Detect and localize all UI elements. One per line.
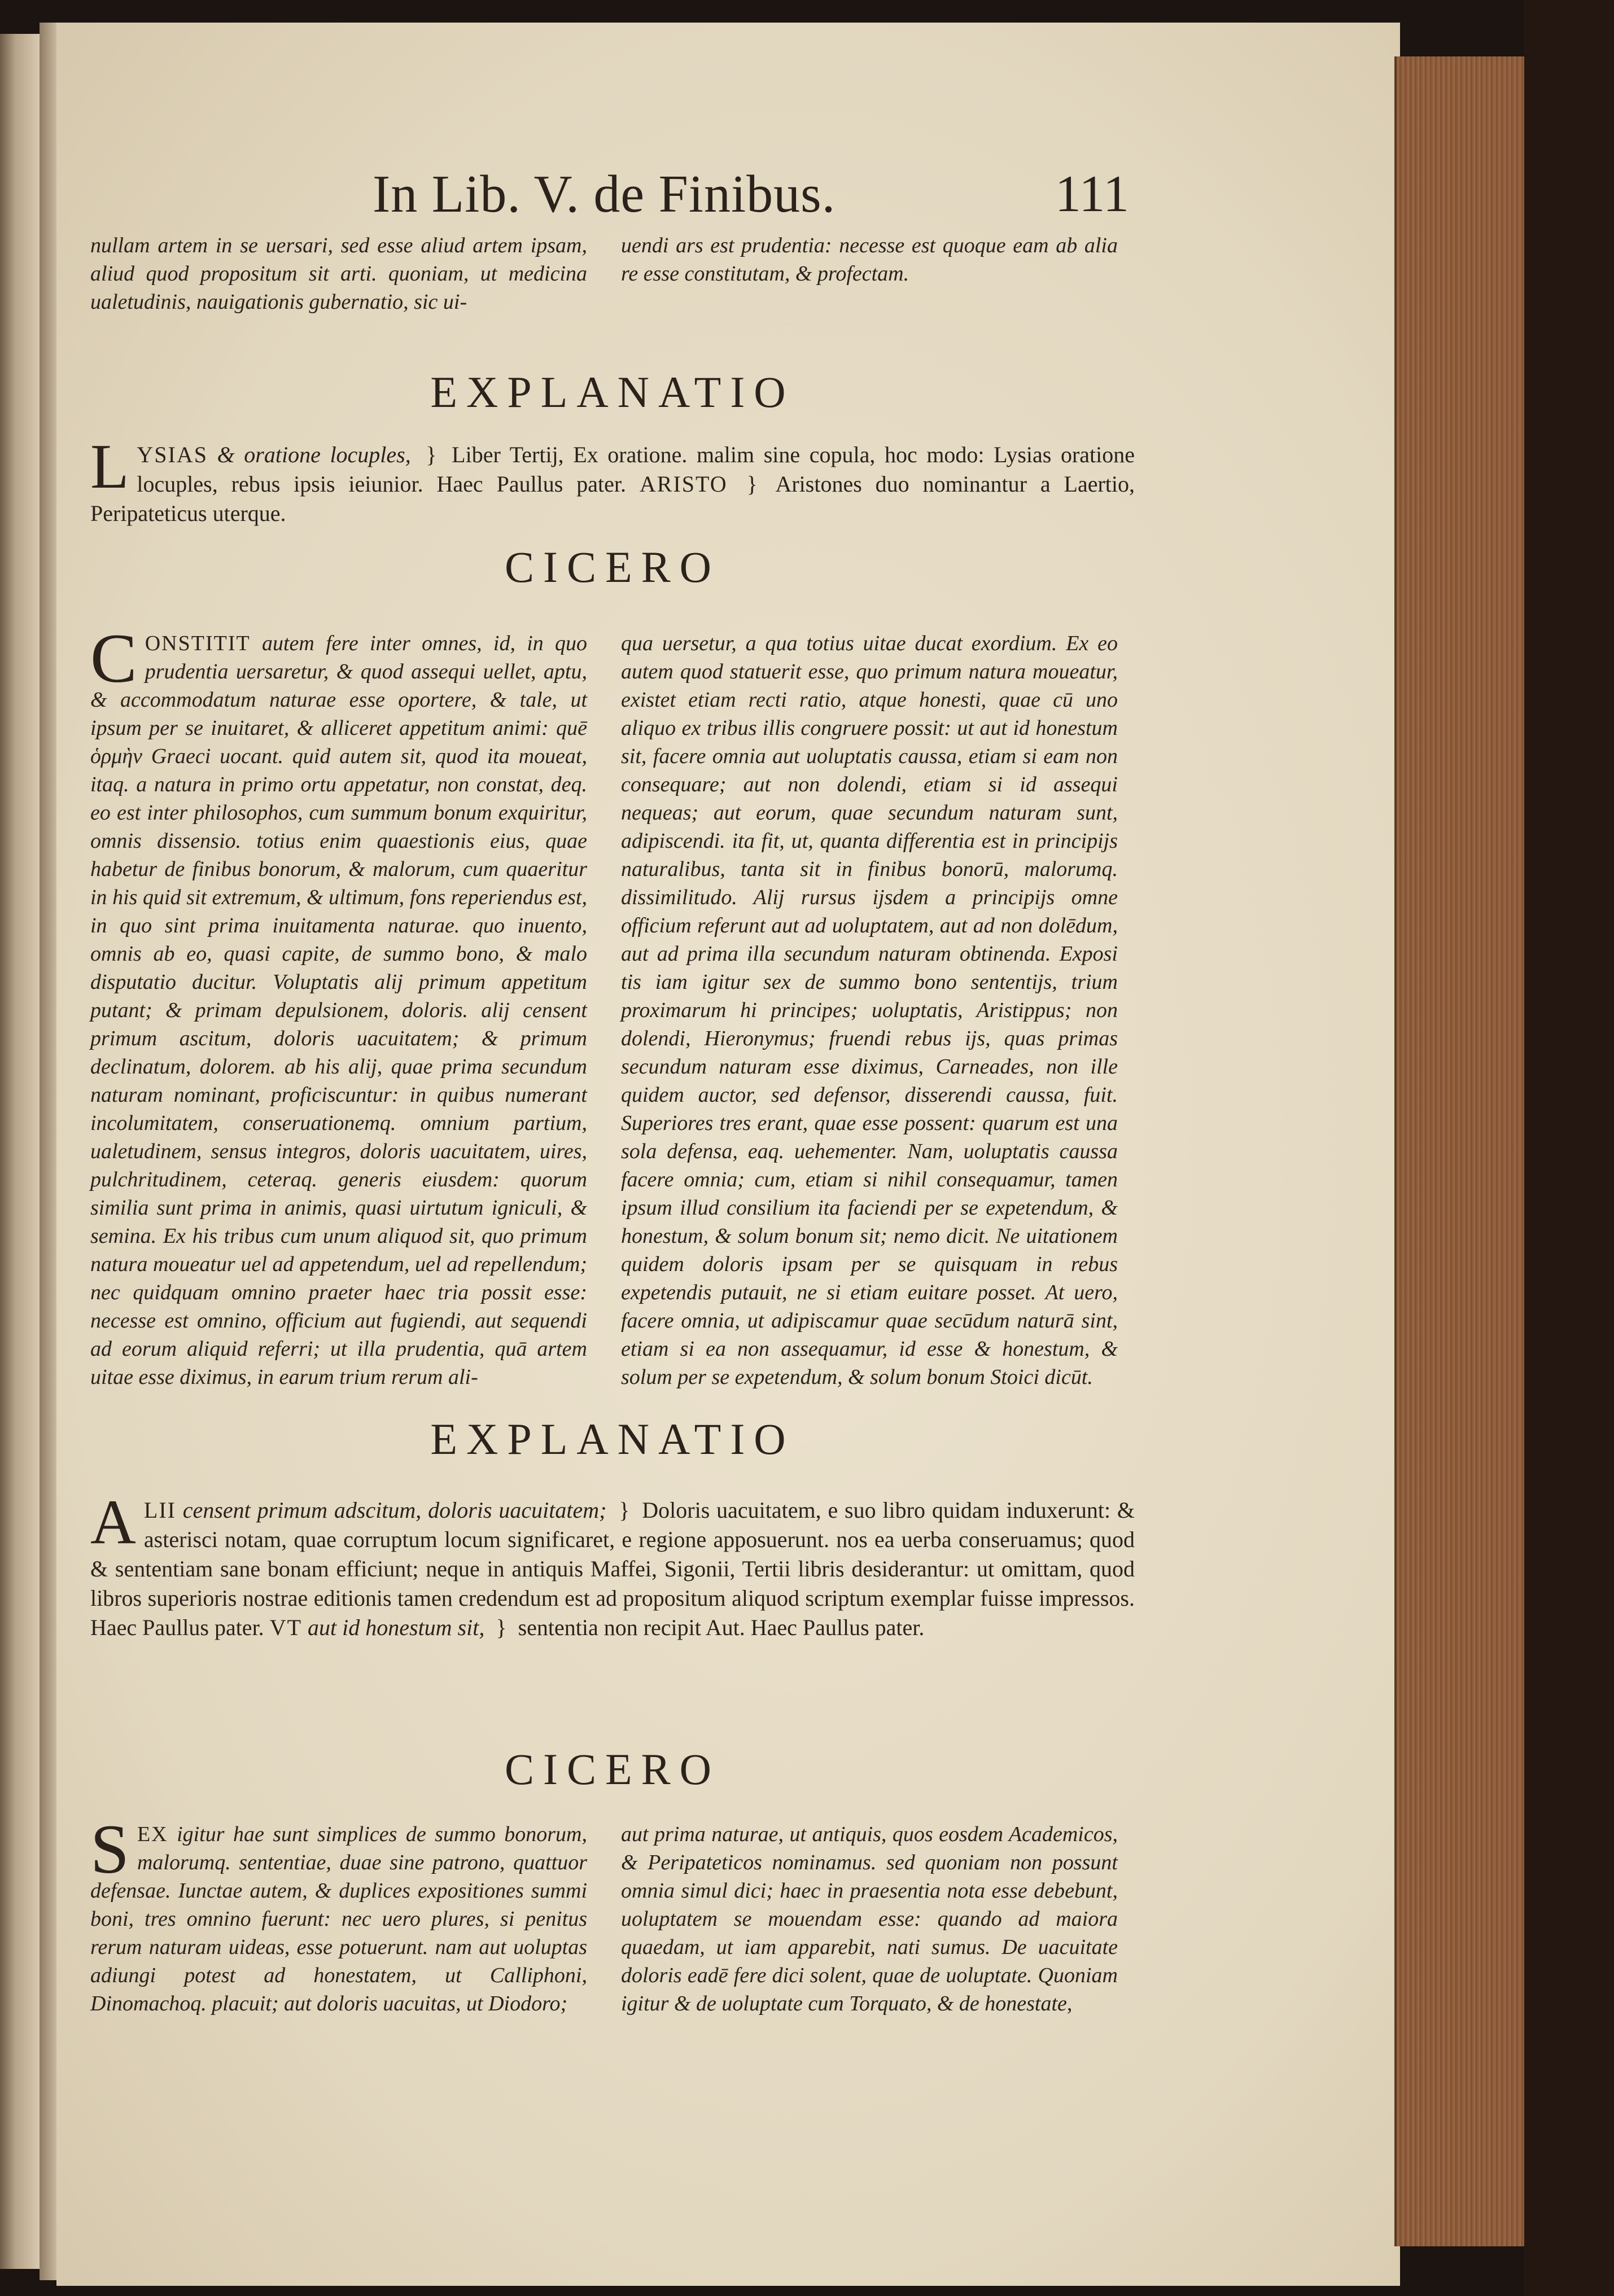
drop-cap: L <box>90 432 129 502</box>
cicero-heading: CICERO <box>504 1745 721 1794</box>
continued-text-right-column: uendi ars est prudentia: necesse est quoque eam ab alia re esse constitutam, & profectam. <box>621 234 1118 286</box>
explanatio-note <box>90 1487 1135 1642</box>
explanatio-heading: EXPLANATIO <box>430 367 795 417</box>
continued-text <box>90 231 1135 316</box>
lemma-brace: } <box>426 442 437 467</box>
lemma-brace: } <box>619 1497 630 1523</box>
cicero-text <box>90 1811 1135 2114</box>
note-text: Liber Tertij, Ex oratione. malim sine copula, hoc modo: Lysias oratione locuples, rebus ipsis ieiunior. Haec Paullus pater. <box>137 442 1135 497</box>
note-text: Doloris uacuitatem, e suo libro quidam induxerunt: & asterisci notam, quae corruptum locum significaret, e regione apposuerunt. nos ea uerba conseruamus; quod & sententiam sane bonam efficiunt; neque in antiquis Maffei, Sigonii, Tertii libris desiderantur: ut omittam, quod libros superioris nostrae editionis tamen credendum est ad propositum aliquod scriptum exemplar fuisse impressos. Haec Paullus pater. <box>90 1497 1135 1640</box>
fore-edge-leaves <box>1394 56 1526 2246</box>
lemma-cap: LII <box>143 1497 176 1523</box>
running-head: In Lib. V. de Finibus. <box>373 165 836 224</box>
lemma: & oratione locuples, <box>208 442 411 467</box>
drop-cap: S <box>90 1811 129 1888</box>
cicero-text <box>90 620 1135 1408</box>
lemma-brace: } <box>496 1615 507 1640</box>
column-text: igitur hae sunt simplices de summo bonorum, malorumq. sententiae, duae sine patrono, quattuor defensae. Iunctae autem, & duplices expositiones summi boni, tres omnino fuerunt: nec uero plures, si penitus rerum naturam uideas, esse potuerunt. nam aut uoluptas adiungi potest ad honestatem, ut Calliphoni, Dinomachoq. placuit; aut doloris uacuitas, ut Diodoro; <box>90 1822 588 2015</box>
book-board <box>1524 0 1614 2296</box>
cicero-left-column <box>90 1811 588 2018</box>
cicero-right-column: aut prima naturae, ut antiquis, quos eosdem Academicos, & Peripateticos nominamus. sed quoniam non possunt omnia simul dici; haec in praesentia nota esse debebunt, uoluptatem se mouendam esse: quando ad maiora quaedam, ut iam apparebit, nati sumus. De uacuitate doloris eadē fere dici solent, quae de uoluptate. Quoniam igitur & de uoluptate cum Torquato, & de honestate, <box>621 1822 1118 2015</box>
lemma: censent primum adscitum, doloris uacuitatem; <box>176 1497 607 1523</box>
cicero-right-column: qua uersetur, a qua totius uitae ducat exordium. Ex eo autem quod statuerit esse, quo primum natura moueatur, existet etiam recti ratio, atque honesti, quae cū uno aliquo ex tribus illis congruere possit: ut aut id honestum sit, facere omnia aut uoluptatis caussa, etiam si eam non consequare; aut non dolendi, etiam si id assequi nequeas; aut eorum, quae secundum naturam sunt, adipiscendi. ita fit, ut, quanta differentia est in principijs naturalibus, tanta sit in finibus bonorū, malorumq. dissimilitudo. Alij rursus ijsdem a principijs omne officium referunt aut ad uoluptatem, aut ad non dolēdum, aut ad prima illa secundum naturam obtinenda. Exposi tis iam igitur sex de summo bono sententijs, trium proximarum hi principes; uoluptatis, Aristippus; non dolendi, Hieronymus; fruendi rebus ijs, quas primas secundum naturam esse diximus, Carneades, non ille quidem auctor, sed defensor, disserendi caussa, fuit. Superiores tres erant, quae esse possent: quarum est una sola defensa, eaq. uehementer. Nam, uoluptatis caussa facere omnia; cum, etiam si nihil consequamur, tamen ipsum illud consilium ita faciendi per se expetendum, & honestum, & solum bonum sit; nemo dicit. Ne uitationem quidem doloris ipsam per se quisquam in rebus expetendis putauit, ne si etiam euitare posset. At uero, facere omnia, ut adipiscamur quae secūdum naturā sint, etiam si ea non assequamur, id esse & honestum, & solum per se expetendum, & solum bonum Stoici dicūt. <box>621 632 1118 1389</box>
previous-page-edge <box>0 34 40 2269</box>
explanatio-note <box>90 432 1135 528</box>
cicero-heading: CICERO <box>504 542 721 591</box>
cicero-left-column <box>90 620 588 1391</box>
continued-text-left-column: nullam artem in se uersari, sed esse aliud artem ipsam, aliud quod propositum sit arti. quoniam, ut medicina ualetudinis, nauigationis gubernatio, sic ui- <box>90 234 587 314</box>
lemma-cap: YSIAS <box>137 442 208 467</box>
lead-word: ONSTITIT <box>145 632 251 655</box>
lead-word: EX <box>137 1822 168 1846</box>
page-number: 111 <box>1055 165 1129 222</box>
note-text: Aristones duo nominantur a Laertio, Peripateticus uterque. <box>90 471 1135 526</box>
drop-cap: A <box>90 1487 136 1557</box>
lemma-cap: VT <box>269 1615 303 1640</box>
lemma: aut id honestum sit, <box>302 1615 485 1640</box>
lemma-cap: ARISTO <box>639 471 728 497</box>
drop-cap: C <box>90 620 137 697</box>
lemma-brace: } <box>746 471 758 497</box>
page-header <box>373 164 1129 231</box>
explanatio-heading: EXPLANATIO <box>430 1414 795 1464</box>
column-text: autem fere inter omnes, id, in quo prudentia uersaretur, & quod assequi uellet, aptu, & accommodatum naturae esse oportere, & tale, ut ipsum per se inuitaret, & alliceret appetitum animi: quē ὁρμὴν Graeci uocant. quid autem sit, quod ita moueat, itaq. a natura in primo ortu appetatur, non constat, deq. eo est inter philosophos, cum summum bonum exquiritur, omnis dissensio. totius enim quaestionis eius, quae habetur de finibus bonorum, & malorum, cum quaeritur in his quid sit extremum, & ultimum, fons reperiendus est, in quo sint prima inuitamenta naturae. quo inuento, omnis ab eo, quasi capite, de summo bono, & malo disputatio ducitur. Voluptatis alij primum appetitum putant; & primam depulsionem, doloris. alij censent primum ascitum, doloris uacuitatem; & primum declinatum, dolorem. ab his alij, quae prima secundum naturam nominant, proficiscuntur: in quibus numerant incolumitatem, conseruationemq. omnium partium, ualetudinem, sensus integros, doloris uacuitatem, uires, pulchritudinem, ceteraq. generis eiusdem: quorum similia sunt prima in animis, quasi uirtutum igniculi, & semina. Ex his tribus cum unum aliquod sit, quo primum natura moueatur uel ad appetendum, uel ad repellendum; nec quidquam omnino praeter haec tria possit esse: necesse est omnino, officium aut fugiendi, aut sequendi ad eorum aliquid referri; ut illa prudentia, quā artem uitae esse diximus, in earum trium rerum ali- <box>90 632 588 1389</box>
note-text: sententia non recipit Aut. Haec Paullus pater. <box>518 1615 925 1640</box>
